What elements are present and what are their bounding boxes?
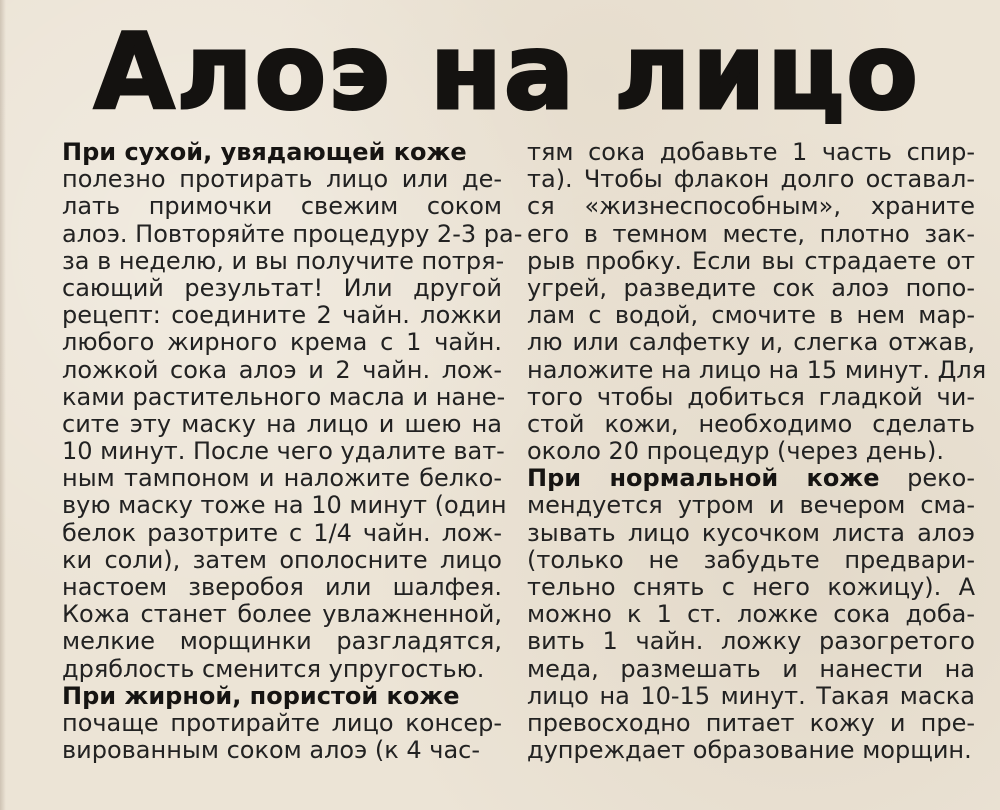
article-line — [62, 710, 502, 737]
article-line — [527, 520, 975, 547]
article-line — [527, 275, 975, 302]
article-line — [527, 683, 975, 710]
line-text: можно к 1 ст. ложке сока доба- — [527, 600, 975, 629]
line-text: меда, размешать и нанести на — [527, 654, 975, 683]
article-line — [527, 166, 975, 193]
line-text: та). Чтобы флакон долго оставал- — [527, 165, 975, 194]
line-text: полезно протирать лицо или де- — [62, 165, 502, 194]
line-text: дряблость сменится упругостью. — [62, 654, 485, 683]
article-line — [62, 193, 502, 220]
article-line — [62, 656, 502, 683]
line-text: ками растительного масла и нане- — [62, 382, 506, 411]
line-text: лам с водой, смочите в нем мар- — [527, 301, 975, 330]
article-line — [527, 302, 975, 329]
line-text: ным тампоном и наложите белко- — [62, 464, 502, 493]
line-text: ложкой сока алоэ и 2 чайн. лож- — [62, 355, 502, 384]
article-line — [527, 139, 975, 166]
article-line — [62, 737, 502, 764]
section-lead: При сухой, увядающей коже — [62, 138, 467, 166]
line-text: тельно снять с него кожицу). А — [527, 573, 975, 601]
right-column — [527, 138, 987, 765]
article-line — [62, 329, 502, 356]
article-line — [62, 520, 502, 547]
article-line — [62, 547, 502, 574]
line-text: наложите на лицо на 15 минут. Для — [527, 355, 987, 384]
line-text: стой кожи, необходимо сделать — [527, 409, 975, 438]
article-title: Алоэ на лицо — [94, 11, 920, 133]
line-text: настоем зверобоя или шалфея. — [62, 573, 502, 601]
line-text: мелкие морщинки разгладятся, — [62, 627, 502, 656]
line-text: ки соли), затем ополосните лицо — [62, 545, 502, 574]
line-text: сающий результат! Или другой — [62, 273, 502, 302]
article-line — [62, 357, 502, 384]
article-line — [527, 384, 975, 411]
line-text: дупреждает образование морщин. — [527, 736, 972, 765]
article-line — [62, 628, 502, 655]
line-text: ся «жизнеспособным», храните — [527, 192, 975, 221]
left-column — [62, 138, 523, 765]
article-line — [527, 411, 975, 438]
article-line — [62, 491, 507, 520]
line-text: Кожа станет более увлажненной, — [62, 600, 502, 629]
article-line — [527, 601, 975, 628]
article-line — [527, 737, 975, 764]
section-lead: При жирной, пористой коже — [62, 681, 460, 710]
line-text: 10 минут. После чего удалите ват- — [62, 437, 505, 466]
line-text: лицо на 10-15 минут. Такая маска — [527, 681, 975, 710]
article-line — [62, 411, 502, 438]
article-line — [62, 275, 502, 302]
article-line — [527, 465, 975, 492]
line-text: зывать лицо кусочком листа алоэ — [527, 518, 975, 547]
line-text: угрей, разведите сок алоэ попо- — [527, 273, 975, 302]
article-line — [527, 710, 975, 737]
article-line — [527, 193, 975, 220]
line-text: вить 1 чайн. ложку разогретого — [527, 627, 975, 656]
article-line — [62, 437, 505, 466]
article-line — [527, 547, 975, 574]
article-line — [527, 248, 975, 275]
article-line — [62, 219, 523, 248]
line-text: мендуется утром и вечером сма- — [527, 491, 975, 520]
paper-fold-shadow — [0, 0, 6, 810]
line-text: лать примочки свежим соком — [62, 192, 502, 221]
article-line — [527, 438, 975, 465]
article-line — [62, 601, 502, 628]
line-text: вированным соком алоэ (к 4 час- — [62, 736, 481, 765]
line-text: (только не забудьте предвари- — [527, 545, 975, 574]
line-text: тям сока добавьте 1 часть спир- — [527, 138, 975, 166]
line-text: лю или салфетку и, слегка отжав, — [527, 328, 975, 357]
article-line — [62, 683, 502, 710]
article-line — [62, 139, 502, 166]
line-text: его в темном месте, плотно зак- — [527, 219, 975, 248]
line-text: почаще протирайте лицо консер- — [62, 708, 502, 737]
line-text: любого жирного крема с 1 чайн. — [62, 328, 502, 357]
article-line — [527, 628, 975, 655]
article-line — [527, 221, 975, 248]
article-line — [527, 355, 987, 384]
article-line — [527, 329, 975, 356]
line-text: рыв пробку. Если вы страдаете от — [527, 246, 975, 275]
line-text: превосходно питает кожу и пре- — [527, 708, 975, 737]
line-text: за в неделю, и вы получите потря- — [62, 246, 505, 275]
line-text: алоэ. Повторяйте процедуру 2-3 ра- — [62, 219, 523, 248]
article-line — [62, 166, 502, 193]
article-line — [62, 246, 505, 275]
article-line — [62, 302, 502, 329]
line-text: вую маску тоже на 10 минут (один — [62, 491, 507, 520]
line-text: белок разотрите с 1/4 чайн. лож- — [62, 518, 502, 547]
article-line — [62, 382, 506, 411]
line-text: того чтобы добиться гладкой чи- — [527, 382, 975, 411]
line-text: около 20 процедур (через день). — [527, 437, 944, 466]
article-line — [62, 465, 502, 492]
article-line — [62, 574, 502, 601]
article-line — [527, 574, 975, 601]
section-lead: При нормальной коже — [527, 464, 880, 493]
line-text: рецепт: соедините 2 чайн. ложки — [62, 301, 502, 330]
article-line — [527, 656, 975, 683]
line-text: сите эту маску на лицо и шею на — [62, 409, 502, 438]
line-text: реко- — [879, 464, 975, 493]
article-line — [527, 492, 975, 519]
